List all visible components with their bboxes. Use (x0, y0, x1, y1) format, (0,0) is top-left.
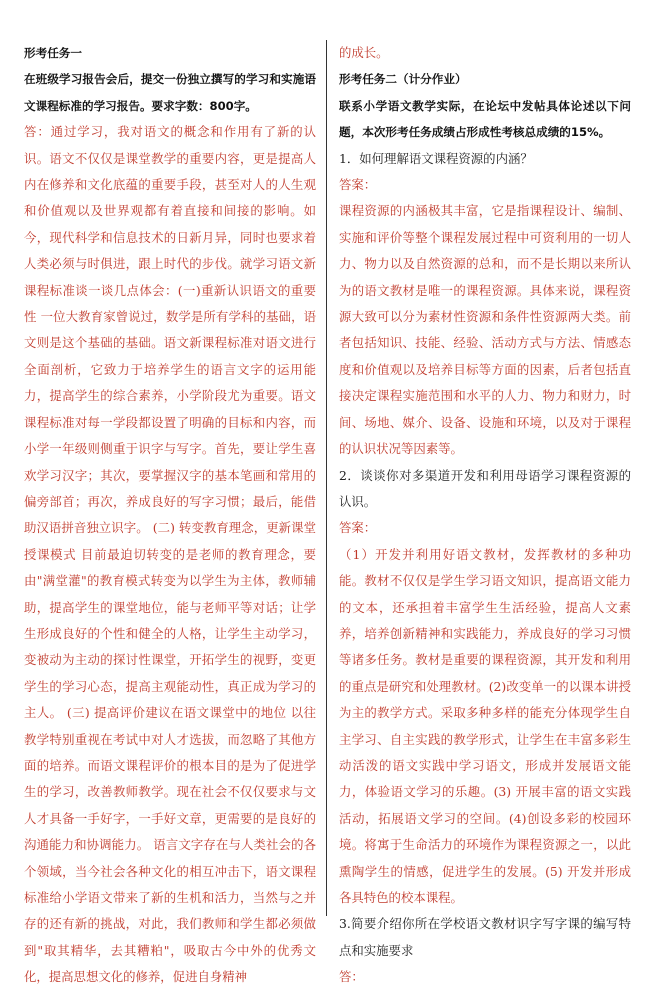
question-3: 3.简要介绍你所在学校语文教材识字写字课的编写特点和实施要求 (339, 916, 631, 958)
question-1: 1．如何理解语文课程资源的内涵？ (339, 150, 533, 166)
task2-prompt: 联系小学语文教学实际，在论坛中发帖具体论述以下问题，本次形考任务成绩占形成性考核总成绩的15%。 (339, 98, 631, 140)
task2-title: 形考任务二（计分作业） (339, 72, 467, 87)
task1-title: 形考任务一 (24, 46, 82, 60)
task1-answer: 答：通过学习，我对语文的概念和作用有了新的认识。语文不仅仅是课堂教学的重要内容，更是提高人内在修养和文化底蕴的重要手段，甚至对人的人生观和价值观以及世界观都有着直接和间接的影响。如今，现代科学和信息技术的日新月异，同时也要求着人类必须与时俱进，跟上时代的步伐。就学习语文新课程标准谈一谈几点体会：(一)重新认识语文的重要性 一位大教育家曾说过，数学是所有学科的基础，语文则是这个基础的基础。语文新课程标准对语文进行全面剖析，它致力于培养学生的语言文字的运用能力，提高学生的综合素养，小学阶段尤为重要。语文课程标准对每一学段都设置了明确的目标和内容，而小学一年级则侧重于识字与写字。首先，要让学生喜欢学习汉字；其次，要掌握汉字的基本笔画和常用的偏旁部首；再次，养成良好的写字习惯；最后，能借助汉语拼音独立识字。 (二) 转变教育理念，更新课堂授课模式 目前最迫切转变的是老师的教育理念，要由"满堂灌"的教育模式转变为以学生为主体，教师辅助，提高学生的课堂地位，能与老师平等对话；让学生形成良好的个性和健全的人格，让学生主动学习，变被动为主动的探讨性课堂，开拓学生的视野，变更学生的学习心态，提高主观能动性，真正成为学习的主人。 (三) 提高评价建议在语文课堂中的地位 以往教学特别重视在考试中对人才选拔，而忽略了其他方面的培养。而语文课程评价的根本目的是为了促进学生的学习，改善教师教学。现在社会不仅仅要求与文人才具备一手好字，一手好文章，更需要的是良好的沟通能力和协调能力。 语言文字存在与人类社会的各个领域，当今社会各种文化的相互冲击下，语文课程标准给小学语文带来了新的生机和活力，当然与之并存的还有新的挑战，对此，我们教师和学生都必须做到"取其精华，去其糟粕"，吸取古今中外的优秀文化，提高思想文化的修养，促进自身精神 (24, 124, 316, 985)
question-2: 2．谈谈你对多渠道开发和利用母语学习课程资源的认识。 (339, 467, 631, 509)
answer-2: （1）开发并利用好语文教材，发挥教材的多种功能。教材不仅仅是学生学习语文知识，提高语文能力的文本，还承担着丰富学生生活经验，提高人文素养，培养创新精神和实践能力，养成良好的学习习惯等诸多任务。教材是重要的课程资源，其开发和利用的重点是研究和处理教材。(2)改变单一的以课本讲授为主的教学方式。采取多种多样的能充分体现学生自主学习、自主实践的教学形式，让学生在丰富多彩生动活泼的语文实践中学习语文，形成并发展语文能力，体验语文学习的乐趣。(3) 开展丰富的语文实践活动，拓展语文学习的空间。(4)创设多彩的校园环境。将寓于生命活力的环境作为课程资源之一，以此熏陶学生的情感，促进学生的发展。(5) 开发并形成各具特色的校本课程。 (339, 546, 631, 905)
task1-answer-end: 的成长。 (339, 45, 389, 60)
column-divider (326, 40, 327, 916)
answer-3-label: 答： (339, 969, 364, 985)
answer-1: 课程资源的内涵极其丰富，它是指课程设计、编制、实施和评价等整个课程发展过程中可资利用的一切人力、物力以及自然资源的总和，而不是长期以来所认为的语文教材是唯一的课程资源。具体来说，课程资源大致可以分为素材性资源和条件性资源两大类。前者包括知识、技能、经验、活动方式与方法、情感态度和价值观以及培养目标等方面的因素，后者包括直接决定课程实施范围和水平的人力、物力和财力，时间、场地、媒介、设备、设施和环境，以及对于课程的认识状况等因素等。 (339, 203, 631, 457)
answer-1-label: 答案： (339, 177, 377, 193)
left-column (24, 40, 316, 985)
answer-2-label: 答案： (339, 520, 377, 536)
right-column (339, 40, 631, 985)
task1-prompt: 在班级学习报告会后，提交一份独立撰写的学习和实施语文课程标准的学习报告。要求字数：800字。 (24, 72, 316, 113)
